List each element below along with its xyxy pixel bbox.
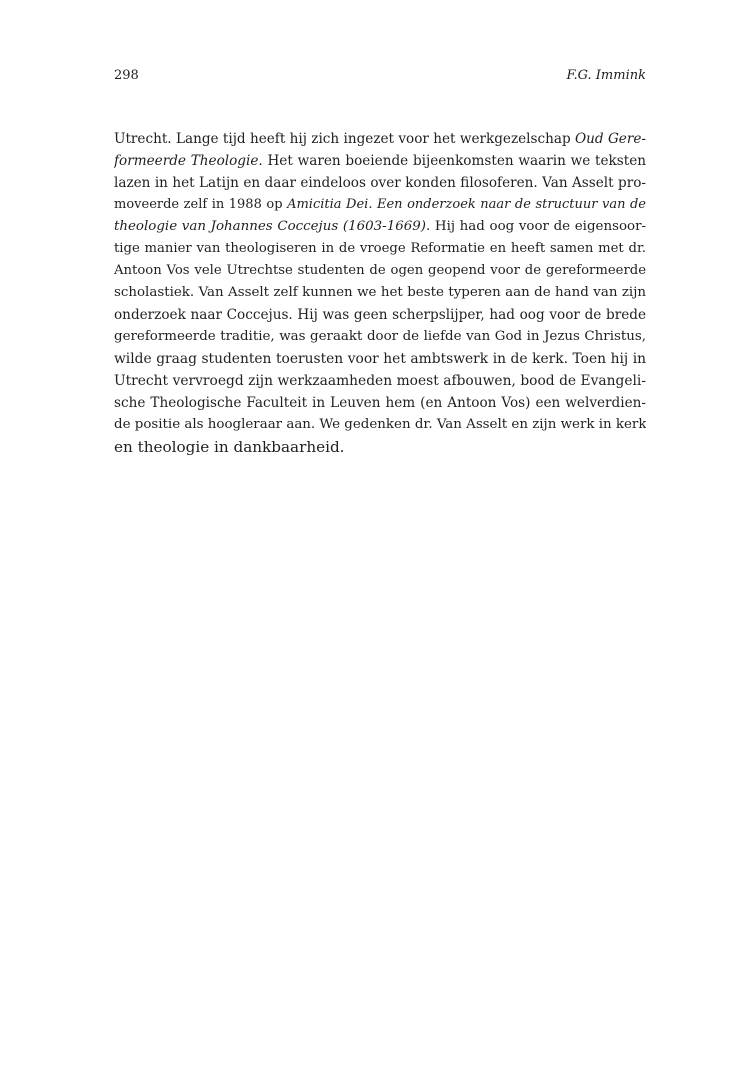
text-line: moveerde zelf in 1988 op Amicitia Dei. Een onderzoek naar de structuur van de [114, 197, 646, 212]
text-line: de positie als hoogleraar aan. We gedenken dr. Van Asselt en zijn werk in kerk [114, 417, 646, 432]
text-line: theologie van Johannes Coccejus (1603-1669). Hij had oog voor de eigensoor- [114, 219, 646, 234]
text-line: wilde graag studenten toerusten voor het ambtswerk in de kerk. Toen hij in [114, 351, 646, 367]
text-line: gereformeerde traditie, was geraakt door de liefde van God in Jezus Christus, [114, 329, 646, 344]
running-head [114, 66, 646, 86]
page-number: 298 [114, 68, 139, 83]
text-line: tige manier van theologiseren in de vroege Reformatie en heeft samen met dr. [114, 241, 646, 256]
text-line: scholastiek. Van Asselt zelf kunnen we het beste typeren aan de hand van zijn [114, 285, 646, 300]
text-line: sche Theologische Faculteit in Leuven hem (en Antoon Vos) een welverdien- [114, 395, 646, 411]
running-head-author: F.G. Immink [566, 68, 646, 83]
text-line: Utrecht. Lange tijd heeft hij zich ingezet voor het werkgezelschap Oud Gere- [114, 131, 646, 147]
text-line: en theologie in dankbaarheid. [114, 438, 345, 456]
text-line: Utrecht vervroegd zijn werkzaamheden moest afbouwen, bood de Evangeli- [114, 373, 646, 389]
text-line: formeerde Theologie. Het waren boeiende bijeenkomsten waarin we teksten [114, 153, 646, 169]
text-line: Antoon Vos vele Utrechtse studenten de ogen geopend voor de gereformeerde [114, 263, 646, 278]
text-line: onderzoek naar Coccejus. Hij was geen scherpslijper, had oog voor de brede [114, 307, 646, 323]
text-line: lazen in het Latijn en daar eindeloos over konden filosoferen. Van Asselt pro- [114, 175, 646, 191]
body-paragraph [114, 128, 646, 458]
